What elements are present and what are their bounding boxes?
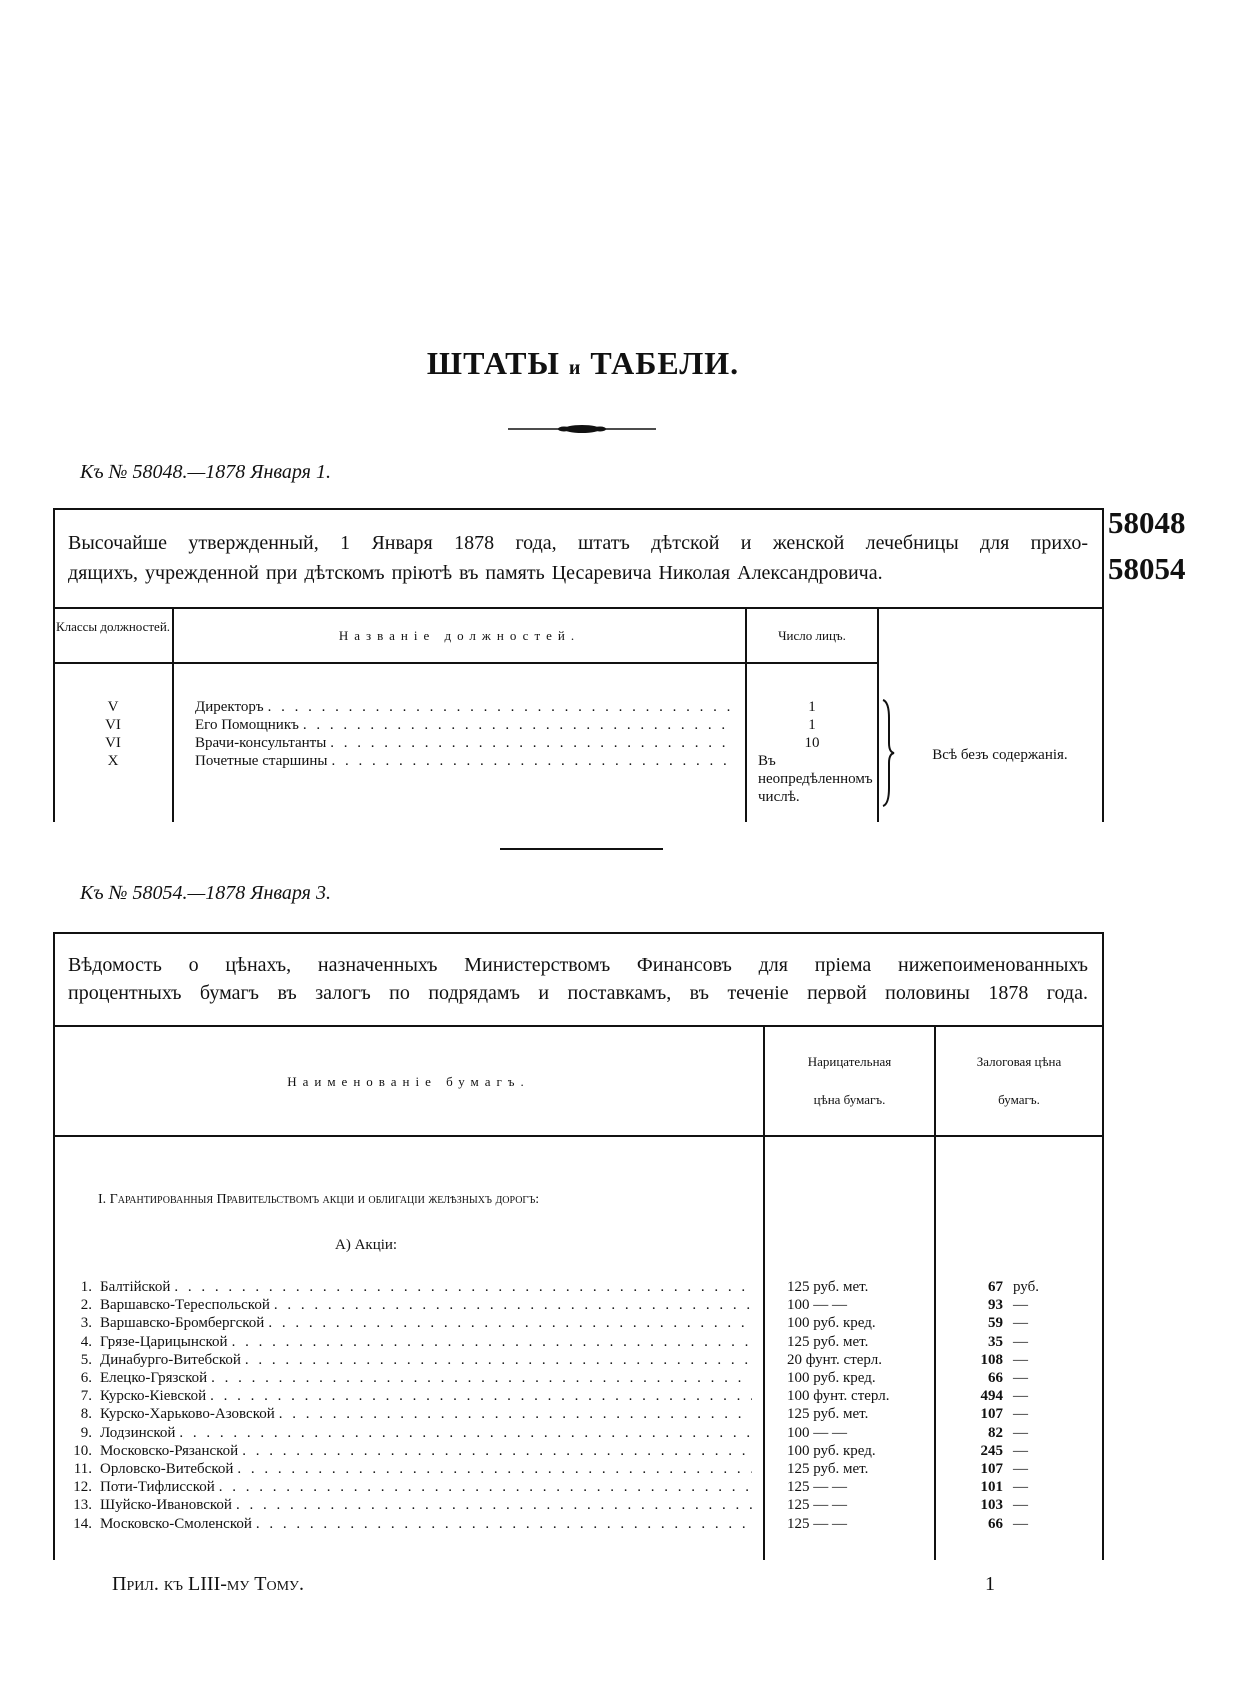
pledge-unit: — <box>1013 1424 1028 1441</box>
row-number: 9. <box>80 1424 92 1441</box>
decree-reference: Къ № 58048.—1878 Января 1. <box>80 461 331 483</box>
row-number: 12. <box>73 1479 92 1496</box>
count-value: 1 <box>808 699 816 715</box>
row-number: 1. <box>80 1279 92 1295</box>
table-row <box>66 1424 756 1442</box>
position-row <box>195 752 735 770</box>
table-row <box>66 1460 756 1478</box>
column-header-classes: Классы должностей. <box>55 619 171 634</box>
pledge-unit: — <box>1013 1370 1028 1386</box>
pledge-price: 59 <box>988 1315 1003 1332</box>
title-part: ТАБЕЛИ. <box>590 345 740 381</box>
table-row <box>66 1296 756 1314</box>
section-divider <box>500 848 663 850</box>
pledge-unit: — <box>1013 1515 1028 1532</box>
security-name: Елецко-Грязской <box>100 1370 208 1386</box>
nominal-price: 100 руб. кред. <box>787 1442 876 1459</box>
security-name: Лодзинской <box>100 1424 176 1441</box>
pledge-price: 66 <box>988 1370 1003 1386</box>
decree-reference: Къ № 58054.—1878 Января 3. <box>80 882 331 904</box>
security-name: Грязе-Царицынской <box>100 1333 228 1350</box>
pledge-unit: — <box>1013 1406 1028 1423</box>
pledge-unit: — <box>1013 1388 1028 1405</box>
table-row <box>66 1278 756 1296</box>
security-name: Варшавско-Бромбергской <box>100 1315 265 1332</box>
nominal-price: 20 фунт. стерл. <box>787 1351 882 1368</box>
table-title: дящихъ, учрежденной при дѣтскомъ пріютѣ въ память Цесаревича Николая Александровича. <box>68 562 883 584</box>
group-heading: I. Гарантированныя Правительствомъ акціи и облигаціи желѣзныхъ дорогъ: <box>98 1192 540 1207</box>
row-number: 2. <box>80 1297 92 1314</box>
security-name: Балтійской <box>100 1279 171 1295</box>
count-value: Въ неопредѣленномъ числѣ. <box>758 753 873 805</box>
row-number: 6. <box>80 1370 92 1386</box>
footer-volume: Прил. къ LIII-му Тому. <box>112 1573 304 1595</box>
count-value: 10 <box>804 735 820 751</box>
brace-icon <box>880 698 896 808</box>
pledge-price: 82 <box>988 1424 1003 1441</box>
row-number: 3. <box>80 1315 92 1332</box>
class-value: VI <box>105 717 121 733</box>
class-value: X <box>107 753 119 769</box>
security-name: Московско-Рязанской <box>100 1442 239 1459</box>
nominal-price: 100 — — <box>787 1297 847 1314</box>
subgroup-heading: А) Акціи: <box>335 1237 398 1253</box>
nominal-price: 125 — — <box>787 1497 847 1514</box>
page-number: 1 <box>985 1573 995 1595</box>
title-conj: и <box>568 357 582 379</box>
nominal-price: 125 руб. мет. <box>787 1333 869 1350</box>
row-number: 8. <box>80 1406 92 1423</box>
count-value: 1 <box>808 717 816 733</box>
nominal-price: 125 руб. мет. <box>787 1279 869 1295</box>
table-row <box>66 1387 756 1405</box>
position-name: Врачи-консультанты <box>195 735 327 751</box>
class-value: VI <box>105 735 121 751</box>
position-name: Его Помощникъ <box>195 717 299 733</box>
table-row <box>66 1515 756 1533</box>
table-row <box>66 1333 756 1351</box>
table-row <box>66 1478 756 1496</box>
security-name: Курско-Кіевской <box>100 1388 207 1405</box>
pledge-price: 66 <box>988 1515 1003 1532</box>
pledge-price: 101 <box>980 1479 1003 1496</box>
column-header-name: Наименованіе бумагъ. <box>287 1074 530 1089</box>
security-name: Шуйско-Ивановской <box>100 1497 232 1514</box>
pledge-price: 67 <box>988 1279 1003 1295</box>
row-number: 11. <box>73 1461 92 1477</box>
position-name: Директоръ <box>195 699 264 715</box>
nominal-price: 100 фунт. стерл. <box>787 1388 890 1405</box>
table-row <box>66 1369 756 1387</box>
pledge-unit: руб. <box>1013 1279 1039 1295</box>
table-title: Высочайше утвержденный, 1 Января 1878 года, штатъ дѣтской и женской лечебницы для прихо- <box>68 532 1088 554</box>
table-row <box>66 1405 756 1423</box>
nominal-price: 100 — — <box>787 1424 847 1441</box>
row-number: 7. <box>80 1388 92 1405</box>
row-number: 5. <box>80 1351 92 1368</box>
pledge-unit: — <box>1013 1333 1028 1350</box>
row-number: 4. <box>80 1333 92 1350</box>
security-name: Варшавско-Тереспольской <box>100 1297 270 1314</box>
table-title: процентныхъ бумагъ въ залогъ по подрядамъ и поставкамъ, въ теченіе первой половины 1878 года. <box>68 982 1088 1004</box>
table-row <box>66 1496 756 1514</box>
pledge-price: 108 <box>980 1351 1003 1368</box>
column-header-pledge: бумагъ. <box>998 1092 1040 1107</box>
pledge-unit: — <box>1013 1315 1028 1332</box>
pledge-unit: — <box>1013 1461 1028 1477</box>
pledge-unit: — <box>1013 1497 1028 1514</box>
nominal-price: 125 — — <box>787 1479 847 1496</box>
position-name: Почетные старшины <box>195 753 328 769</box>
ornament-divider-icon <box>508 424 656 434</box>
security-name: Орловско-Витебской <box>100 1461 234 1477</box>
pledge-price: 93 <box>988 1297 1003 1314</box>
nominal-price: 125 — — <box>787 1515 847 1532</box>
pledge-price: 245 <box>980 1442 1003 1459</box>
margin-number: 58054 <box>1108 551 1186 586</box>
position-row <box>195 734 735 752</box>
margin-number: 58048 <box>1108 505 1186 540</box>
nominal-price: 125 руб. мет. <box>787 1461 869 1477</box>
pledge-unit: — <box>1013 1479 1028 1496</box>
table-row <box>66 1314 756 1332</box>
security-name: Поти-Тифлисской <box>100 1479 215 1496</box>
table-row <box>66 1351 756 1369</box>
row-number: 14. <box>73 1515 92 1532</box>
column-header-nominal: цѣна бумагъ. <box>813 1092 886 1107</box>
pledge-unit: — <box>1013 1297 1028 1314</box>
nominal-price: 100 руб. кред. <box>787 1370 876 1386</box>
row-number: 10. <box>73 1442 92 1459</box>
table-title: Вѣдомость о цѣнахъ, назначенныхъ Министерствомъ Финансовъ для пріема нижепоименованныхъ <box>68 954 1088 976</box>
security-name: Московско-Смоленской <box>100 1515 252 1532</box>
pledge-price: 494 <box>980 1388 1003 1405</box>
remark: Всѣ безъ содержанія. <box>932 747 1068 763</box>
security-name: Курско-Харьково-Азовской <box>100 1406 275 1423</box>
column-header-positions: Названіе должностей. <box>338 628 581 643</box>
security-name: Динабурго-Витебской <box>100 1351 241 1368</box>
pledge-price: 35 <box>988 1333 1003 1350</box>
column-header-nominal: Нарицательная <box>807 1054 892 1069</box>
class-value: V <box>107 699 119 715</box>
page-title <box>0 345 1166 382</box>
pledge-price: 103 <box>980 1497 1003 1514</box>
pledge-price: 107 <box>980 1406 1003 1423</box>
title-part: ШТАТЫ <box>426 345 560 381</box>
nominal-price: 100 руб. кред. <box>787 1315 876 1332</box>
column-header-count: Число лицъ. <box>778 628 846 643</box>
pledge-unit: — <box>1013 1442 1028 1459</box>
pledge-price: 107 <box>980 1461 1003 1477</box>
position-row <box>195 716 735 734</box>
column-header-pledge: Залоговая цѣна <box>976 1054 1062 1069</box>
nominal-price: 125 руб. мет. <box>787 1406 869 1423</box>
table-row <box>66 1442 756 1460</box>
pledge-unit: — <box>1013 1351 1028 1368</box>
row-number: 13. <box>73 1497 92 1514</box>
position-row <box>195 698 735 716</box>
